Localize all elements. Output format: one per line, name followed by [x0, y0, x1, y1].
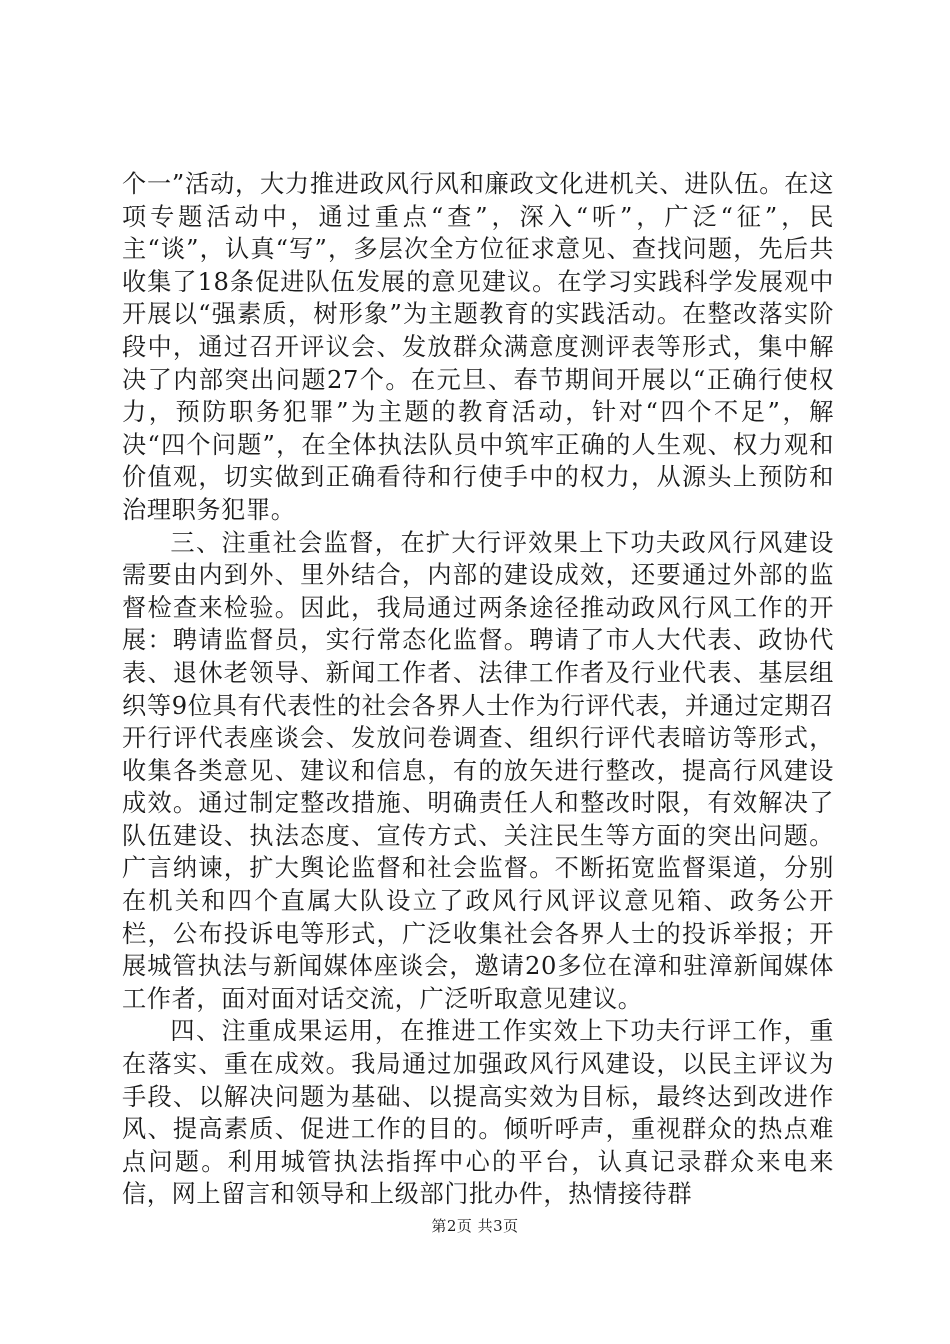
page-footer: 第2页 共3页: [431, 1217, 519, 1235]
paragraph-3: 四、注重成果运用，在推进工作实效上下功夫行评工作，重在落实、重在成效。我局通过加强政风行风建设，以民主评议为手段、以解决问题为基础、以提高实效为目标，最终达到改进作风、提高素质、促进工作的目的。倾听呼声，重视群众的热点难点问题。利用城管执法指挥中心的平台，认真记录群众来电来信，网上留言和领导和上级部门批办件，热情接待群: [122, 1017, 834, 1209]
document-body: [122, 168, 834, 1211]
paragraph-1: 个一”活动，大力推进政风行风和廉政文化进机关、进队伍。在这项专题活动中，通过重点“查”，深入“听”，广泛“征”，民主“谈”，认真“写”，多层次全方位征求意见、查找问题，先后共收集了18条促进队伍发展的意见建议。在学习实践科学发展观中开展以“强素质，树形象”为主题教育的实践活动。在整改落实阶段中，通过召开评议会、发放群众满意度测评表等形式，集中解决了内部突出问题27个。在元旦、春节期间开展以“正确行使权力，预防职务犯罪”为主题的教育活动，针对“四个不足”，解决“四个问题”，在全体执法队员中筑牢正确的人生观、权力观和价值观，切实做到正确看待和行使手中的权力，从源头上预防和治理职务犯罪。: [122, 170, 834, 524]
paragraph-2: 三、注重社会监督，在扩大行评效果上下功夫政风行风建设需要由内到外、里外结合，内部的建设成效，还要通过外部的监督检查来检验。因此，我局通过两条途径推动政风行风工作的开展：聘请监督员，实行常态化监督。聘请了市人大代表、政协代表、退休老领导、新闻工作者、法律工作者及行业代表、基层组织等9位具有代表性的社会各界人士作为行评代表，并通过定期召开行评代表座谈会、发放问卷调查、组织行评代表暗访等形式，收集各类意见、建议和信息，有的放矢进行整改，提高行风建设成效。通过制定整改措施、明确责任人和整改时限，有效解决了队伍建设、执法态度、宣传方式、关注民生等方面的突出问题。广言纳谏，扩大舆论监督和社会监督。不断拓宽监督渠道，分别在机关和四个直属大队设立了政风行风评议意见箱、政务公开栏，公布投诉电等形式，广泛收集社会各界人士的投诉举报；开展城管执法与新闻媒体座谈会，邀请20多位在漳和驻漳新闻媒体工作者，面对面对话交流，广泛听取意见建议。: [122, 528, 834, 1013]
